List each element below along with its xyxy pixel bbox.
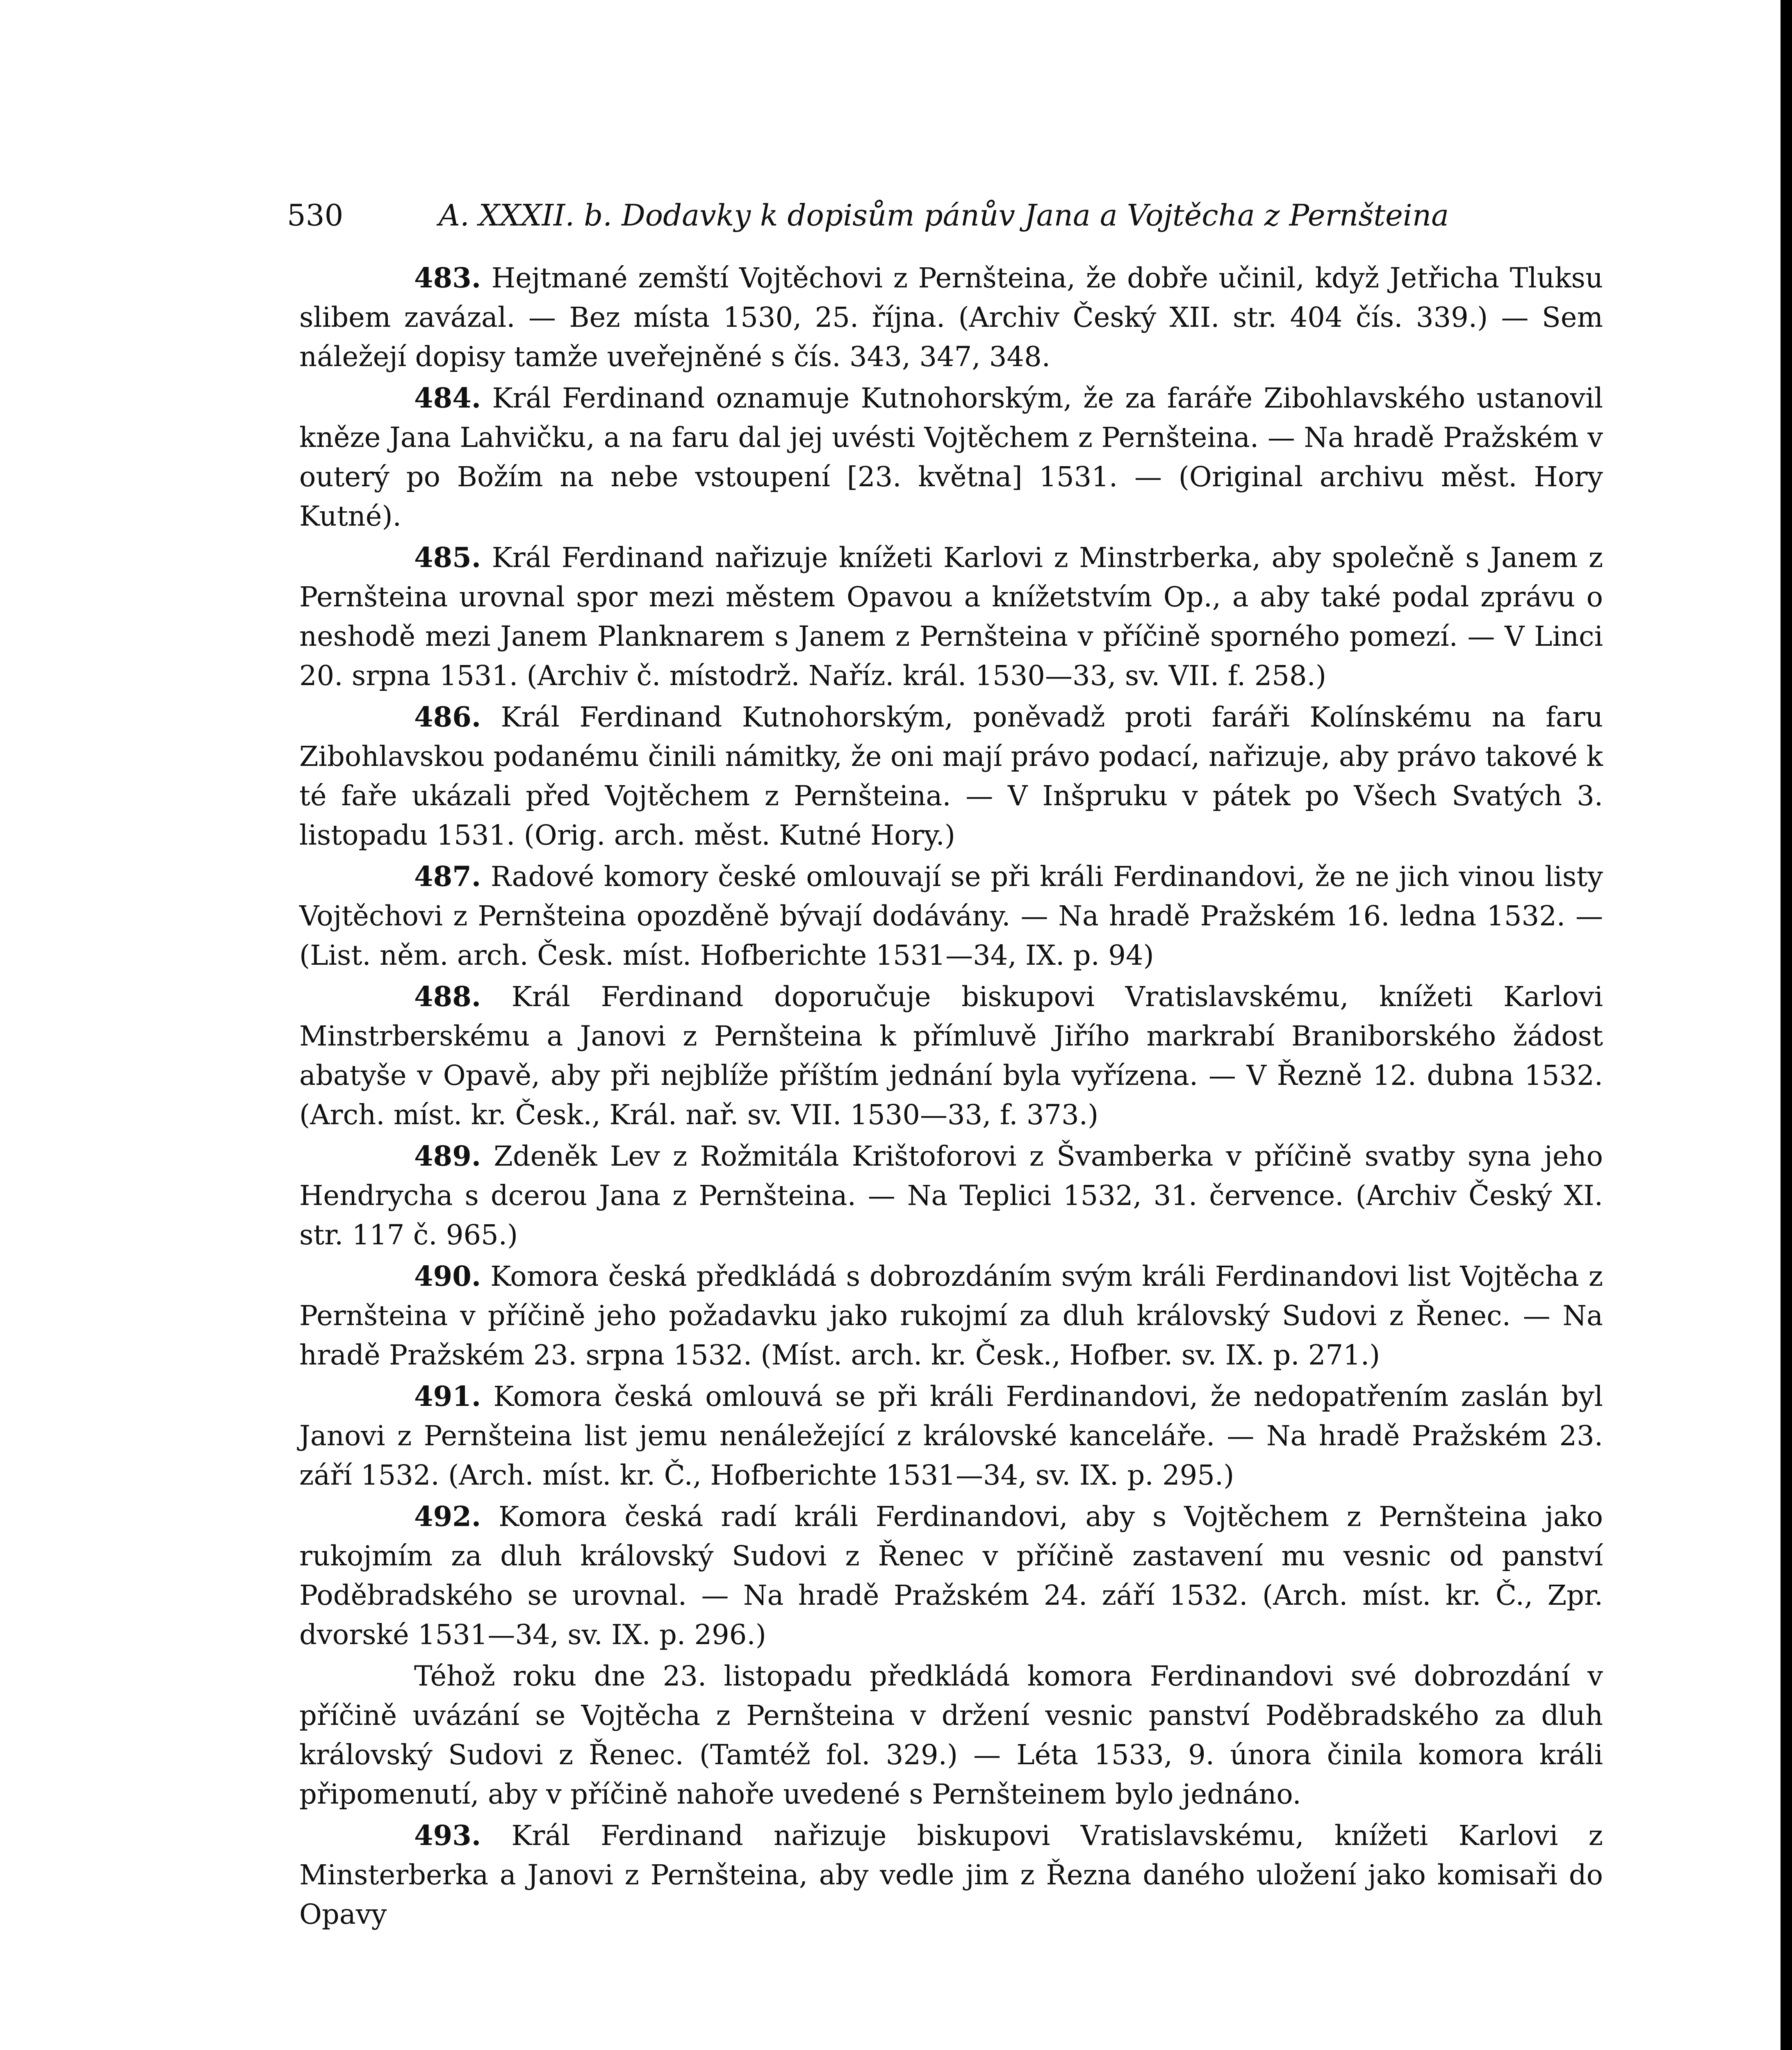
entry-text: Král Ferdinand nařizuje knížeti Karlovi z Minstrberka, aby společně s Janem z Pernšteina urovnal spor mezi městem Opavou a knížetstvím Op., a aby také podal zprávu o neshodě mezi Janem Planknarem s Janem z Pernšteina v příčině sporného pomezí. — V Linci 20. srpna 1531. (Archiv č. místodrž. Naříz. král. 1530—33, sv. VII. f. 258.) <box>299 542 1603 692</box>
entry-488 <box>299 977 1603 1134</box>
entry-487 <box>299 857 1603 975</box>
entry-490 <box>299 1257 1603 1375</box>
entry-485 <box>299 538 1603 695</box>
entry-489 <box>299 1137 1603 1255</box>
page-header <box>287 193 1449 238</box>
entry-text: Téhož roku dne 23. listopadu předkládá komora Ferdinandovi své dobrozdání v příčině uvázání se Vojtěcha z Pernšteina v držení vesnic panství Poděbradského za dluh královský Sudovi z Řenec. (Tamtéž fol. 329.) — Léta 1533, 9. února činila komora králi připomenutí, aby v příčině nahoře uvedené s Pernšteinem bylo jednáno. <box>299 1660 1603 1810</box>
entry-484 <box>299 378 1603 536</box>
page-body <box>299 258 1603 1936</box>
entry-number: 483. <box>414 262 481 294</box>
entry-492-note <box>299 1656 1603 1814</box>
entry-number: 486. <box>414 701 481 733</box>
entry-486 <box>299 697 1603 855</box>
entry-number: 489. <box>414 1140 481 1172</box>
entry-number: 485. <box>414 541 481 574</box>
entry-493 <box>299 1816 1603 1934</box>
entry-491 <box>299 1377 1603 1495</box>
entry-text: Radové komory české omlouvají se při králi Ferdinandovi, že ne jich vinou listy Vojtěchovi z Pernšteina opozděně bývají dodávány. — Na hradě Pražském 16. ledna 1532. — (List. něm. arch. Česk. míst. Hofberichte 1531—34, IX. p. 94) <box>299 861 1603 971</box>
entry-text: Komora česká omlouvá se při králi Ferdinandovi, že nedopatřením zaslán byl Janovi z Pernšteina list jemu nenáležející z královské kanceláře. — Na hradě Pražském 23. září 1532. (Arch. míst. kr. Č., Hofberichte 1531—34, sv. IX. p. 295.) <box>299 1380 1603 1491</box>
entry-text: Král Ferdinand oznamuje Kutnohorským, že za faráře Zibohlavského ustanovil kněze Jana Lahvičku, a na faru dal jej uvésti Vojtěchem z Pernšteina. — Na hradě Pražském v outerý po Božím na nebe vstoupení [23. května] 1531. — (Original archivu měst. Hory Kutné). <box>299 382 1603 532</box>
running-title: A. XXXII. b. Dodavky k dopisům pánův Jana a Vojtěcha z Pernšteina <box>439 198 1449 232</box>
scan-border-right <box>1781 0 1792 2050</box>
entry-text: Král Ferdinand Kutnohorským, poněvadž proti faráři Kolínskému na faru Zibohlavskou podanému činili námitky, že oni mají právo podací, nařizuje, aby právo takové k té faře ukázali před Vojtěchem z Pernšteina. — V Inšpruku v pátek po Všech Svatých 3. listopadu 1531. (Orig. arch. měst. Kutné Hory.) <box>299 701 1603 851</box>
entry-492 <box>299 1497 1603 1654</box>
entry-number: 487. <box>414 860 481 893</box>
entry-number: 484. <box>414 382 481 414</box>
entry-number: 492. <box>414 1500 481 1533</box>
entry-text: Komora česká předkládá s dobrozdáním svým králi Ferdinandovi list Vojtěcha z Pernšteina v příčině jeho požadavku jako rukojmí za dluh královský Sudovi z Řenec. — Na hradě Pražském 23. srpna 1532. (Míst. arch. kr. Česk., Hofber. sv. IX. p. 271.) <box>299 1260 1603 1371</box>
entry-number: 493. <box>414 1819 481 1852</box>
entry-number: 488. <box>414 980 481 1013</box>
entry-number: 490. <box>414 1260 481 1292</box>
page-number: 530 <box>287 198 344 232</box>
entry-number: 491. <box>414 1380 481 1412</box>
entry-text: Král Ferdinand doporučuje biskupovi Vratislavskému, knížeti Karlovi Minstrberskému a Janovi z Pernšteina k přímluvě Jiřího markrabí Braniborského žádost abatyše v Opavě, aby při nejblíže příštím jednání byla vyřízena. — V Řezně 12. dubna 1532. (Arch. míst. kr. Česk., Král. nař. sv. VII. 1530—33, f. 373.) <box>299 981 1603 1131</box>
entry-text: Hejtmané zemští Vojtěchovi z Pernšteina, že dobře učinil, když Jetřicha Tluksu slibem zavázal. — Bez místa 1530, 25. října. (Archiv Český XII. str. 404 čís. 339.) — Sem náležejí dopisy tamže uveřejněné s čís. 343, 347, 348. <box>299 262 1603 373</box>
entry-text: Zdeněk Lev z Rožmitála Krištoforovi z Švamberka v příčině svatby syna jeho Hendrycha s dcerou Jana z Pernšteina. — Na Teplici 1532, 31. července. (Archiv Český XI. str. 117 č. 965.) <box>299 1140 1603 1251</box>
entry-text: Král Ferdinand nařizuje biskupovi Vratislavskému, knížeti Karlovi z Minsterberka a Janovi z Pernšteina, aby vedle jim z Řezna daného uložení jako komisaři do Opavy <box>299 1820 1603 1930</box>
entry-483 <box>299 258 1603 376</box>
entry-text: Komora česká radí králi Ferdinandovi, aby s Vojtěchem z Pernšteina jako rukojmím za dluh královský Sudovi z Řenec v příčině zastavení mu vesnic od panství Poděbradského se urovnal. — Na hradě Pražském 24. září 1532. (Arch. míst. kr. Č., Zpr. dvorské 1531—34, sv. IX. p. 296.) <box>299 1501 1603 1651</box>
